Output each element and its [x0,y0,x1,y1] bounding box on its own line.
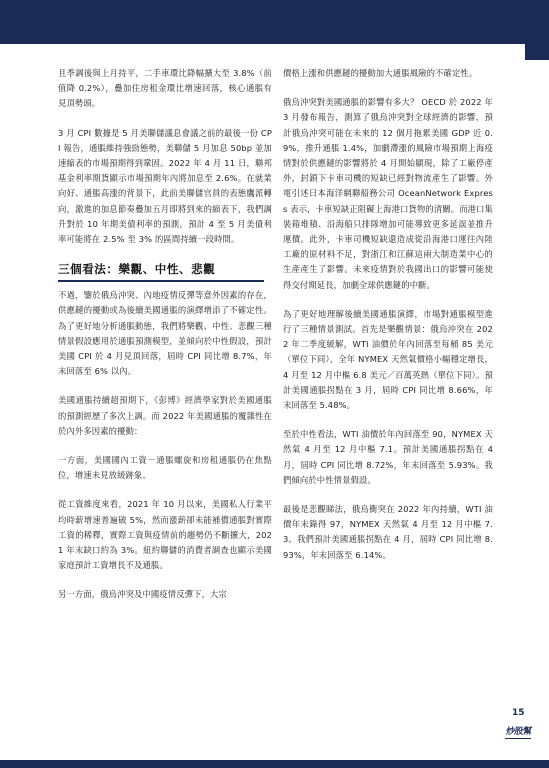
paragraph: 另一方面，俄烏沖突及中國疫情反彈下，大宗 [58,589,227,600]
paragraph: 且季調後與上月持平，二手車環比降幅擴大至 3.8%（前值降 0.2%），疊加住房租金環比增速回落，核心通脹有見頂勢頭。 [58,68,272,109]
left-column [58,66,272,617]
paragraph: 3 月 CPI 數據是 5 月美聯儲議息會議之前的最後一份 CPI 報告，通脹維持強勁態勢，美聯儲 5 月加息 50bp 並加速縮表的市場預期得到鞏固。2022 年 4 月 11 日，聯邦基金利率期貨顯示市場預期年內將加息至 2.6%。在就業向好、通脹高漲的背景下，此前美聯儲官員的表態鷹派轉向，激進的加息節奏疊加五月即將到來的縮表下，我們調升對於 10 年期美債利率的預測，預計 4 至 5 月美債利率可能將在 2.5% 至 3% 的區間持續一段時間。 [58,127,272,245]
paragraph: 不過，鑒於俄烏沖突、內地疫情反彈等意外因素的存在，供應鏈的擾動或為後續美國通脹的演繹增添了不確定性。為了更好地分析通脹動態，我們將樂觀、中性、悲觀三種情景假設應用於通脹預測模型，並傾向於中性假設，預計美國 CPI 於 4 月見頂回落，屆時 CPI 同比增 8.7%，年末回落至 6% 以內。 [58,290,272,377]
header-banner [0,0,549,44]
header-notch [525,0,549,60]
page-number: 15 [512,708,525,718]
right-column [283,66,493,577]
section-heading: 三個看法：樂觀、中性、悲觀 [58,262,216,277]
paragraph: 美國通脹持續超預期下，《彭博》經濟學家對於美國通脹的預測經歷了多次上調。而 2022 年美國通脹的覆雜性在於內外多因素的擾動： [58,395,272,436]
paragraph: 從工資維度來看，2021 年 10 月以來，美國私人行業平均時薪增速普遍破 5%，然而漲薪卻未能補償通脹對實際工資的稀釋，實際工資與疫情前的趨勢仍不斷擴大，2021 年末缺口約為 3%。紐約聯儲的消費者調查也顯示美國家庭預計工資增長不及通脹。 [58,499,272,571]
heading-underline [58,280,264,282]
paragraph: 俄烏沖突對美國通脹的影響有多大？ OECD 於 2022 年 3 月發布報告，測算了俄烏沖突對全球經濟的影響，預計俄烏沖突可能在未來的 12 個月拖累美國 GDP 近 0.9%，推升通脹 1.4%，加劇滯漲的風險市場預期上海疫情對於供應鏈的影響將於 4 月開始顯現，除了工廠停產外，封鎖下卡車司機的短缺已經對物流產生了影響。外電引述日本海洋網聯船務公司 OceanNetwork Express 表示，卡車短缺正阻礙上海港口貨物的清關。而港口集裝箱堆積、沿海船只排隊增加可能導致更多延誤並推升運價。此外，卡車司機短缺還造成從沿海港口運往內陸工廠的原材料不足，對浙江和江蘇這兩大制造業中心的生產產生了影響。未來疫情對於我國出口的影響可能使得交付期延長，加劇全球供應鏈的中斷。 [283,97,493,290]
paragraph: 價格上漲和供應鏈的擾動加大通脹風險的不確定性。 [283,68,478,78]
paragraph: 最後是悲觀睇法，俄烏衝突在 2022 年內持續，WTI 油價年末錄得 97，NYMEX 天然氣 4 月至 12 月中樞 7.3。我們預計美國通脹拐點在 4 月，屆時 CPI 同比增 8.93%，年末回落至 6.14%。 [283,504,493,560]
brand-logo: 炒股幫 [505,724,533,739]
paragraph: 為了更好地理解後續美國通脹演繹，市場對通脹模型進行了三種情景測試。首先是樂觀情景：俄烏沖突在 2022 年二季度緩解，WTI 油價於年內回落至每桶 85 美元（單位下同），全年 NYMEX 天然氣價格小幅穩定增長，4 月至 12 月中樞 6.8 美元／百萬英熱（單位下同）。預計美國通脹拐點在 3 月，屆時 CPI 同比增 8.66%，年末回落至 5.48%。 [283,308,493,411]
footer-bar [0,760,549,768]
paragraph: 至於中性看法，WTI 油價於年內回落至 90，NYMEX 天然氣 4 月至 12 月中樞 7.1。預計美國通脹拐點在 4 月，屆時 CPI 同比增 8.72%，年末回落至 5.93%。我們傾向於中性情景假設。 [283,429,493,485]
paragraph: 一方面，美國國內工資－通脹螺旋和房租通脹仍在焦點位，增速未見放緩跡象。 [58,455,272,481]
